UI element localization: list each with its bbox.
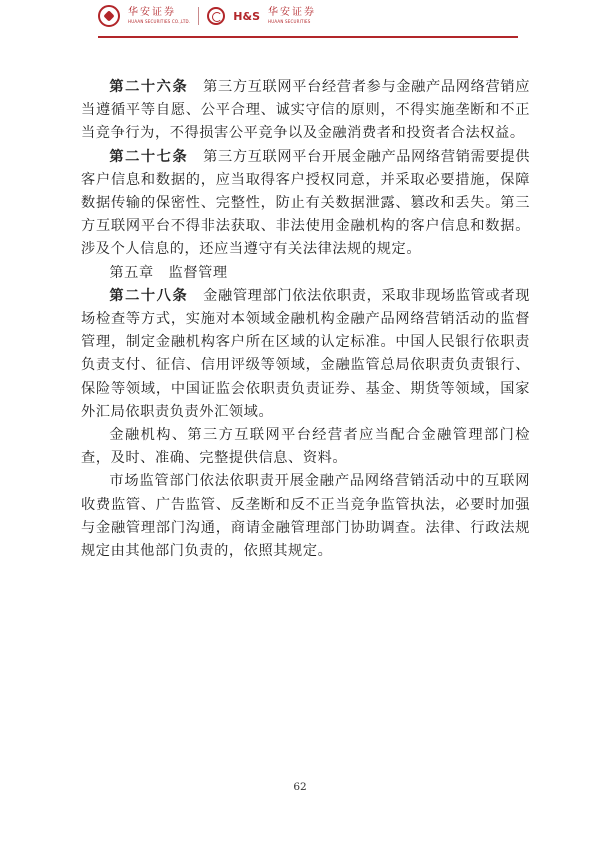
logo-right-en: HUAAN SECURITIES [268, 19, 311, 24]
article-28 [81, 285, 530, 424]
header-rule [98, 36, 518, 38]
chapter-heading [81, 262, 530, 285]
article-28-paragraph-3 [81, 470, 530, 563]
huaan-seal-icon [98, 5, 120, 27]
article-number: 第二十六条 [109, 79, 189, 95]
header-logos [98, 5, 316, 27]
page-number: 62 [293, 781, 307, 793]
article-text: 第三方互联网平台经营者参与金融产品网络营销应当遵循平等自愿、公平合理、诚实守信的原则，不得实施垄断和不正当竞争行为，不得损害公平竞争以及金融消费者和投资者合法权益。 [81, 79, 531, 142]
article-number: 第二十七条 [109, 148, 189, 165]
huaan-logo-text [128, 8, 190, 24]
document-body [81, 76, 530, 563]
logo-left-cn: 华安证券 [128, 7, 176, 18]
logo-divider [198, 7, 199, 25]
article-26 [81, 76, 530, 146]
page-header [0, 0, 600, 40]
article-28-paragraph-2 [81, 424, 530, 470]
paragraph-text: 市场监管部门依法依职责开展金融产品网络营销活动中的互联网收费监管、广告监管、反垄断和反不正当竞争监管执法，必要时加强与金融管理部门沟通，商请金融管理部门协助调查。法律、行政法规规定由其他部门负责的，依照其规定。 [81, 473, 530, 560]
logo-left-en: HUAAN SECURITIES CO.,LTD. [128, 19, 191, 24]
article-text: 金融管理部门依法依职责，采取非现场监管或者现场检查等方式，实施对本领域金融机构金融产品网络营销活动的监督管理，制定金融机构客户所在区域的认定标准。中国人民银行依职责负责支付、征信、信用评级等领域，金融监管总局依职责负责银行、保险等领域，中国证监会依职责负责证券、基金、期货等领域，国家外汇局依职责负责外汇领域。 [81, 287, 531, 420]
paragraph-text: 金融机构、第三方互联网平台经营者应当配合金融管理部门检查，及时、准确、完整提供信息、资料。 [81, 427, 530, 467]
article-text: 第三方互联网平台开展金融产品网络营销需要提供客户信息和数据的，应当取得客户授权同意，并采取必要措施，保障数据传输的保密性、完整性，防止有关数据泄露、篡改和丢失。第三方互联网平台不得非法获取、非法使用金融机构的客户信息和数据。涉及个人信息的，还应当遵守有关法律法规的规定。 [81, 148, 531, 258]
logo-right-cn: 华安证券 [268, 7, 317, 18]
huaan-futures-logo-text [268, 8, 316, 24]
chapter-title: 第五章 监督管理 [109, 264, 228, 281]
article-number: 第二十八条 [109, 287, 189, 304]
hs-logo-icon [207, 7, 225, 25]
logo-hs-text: H&S [233, 9, 261, 23]
article-27 [81, 146, 530, 262]
